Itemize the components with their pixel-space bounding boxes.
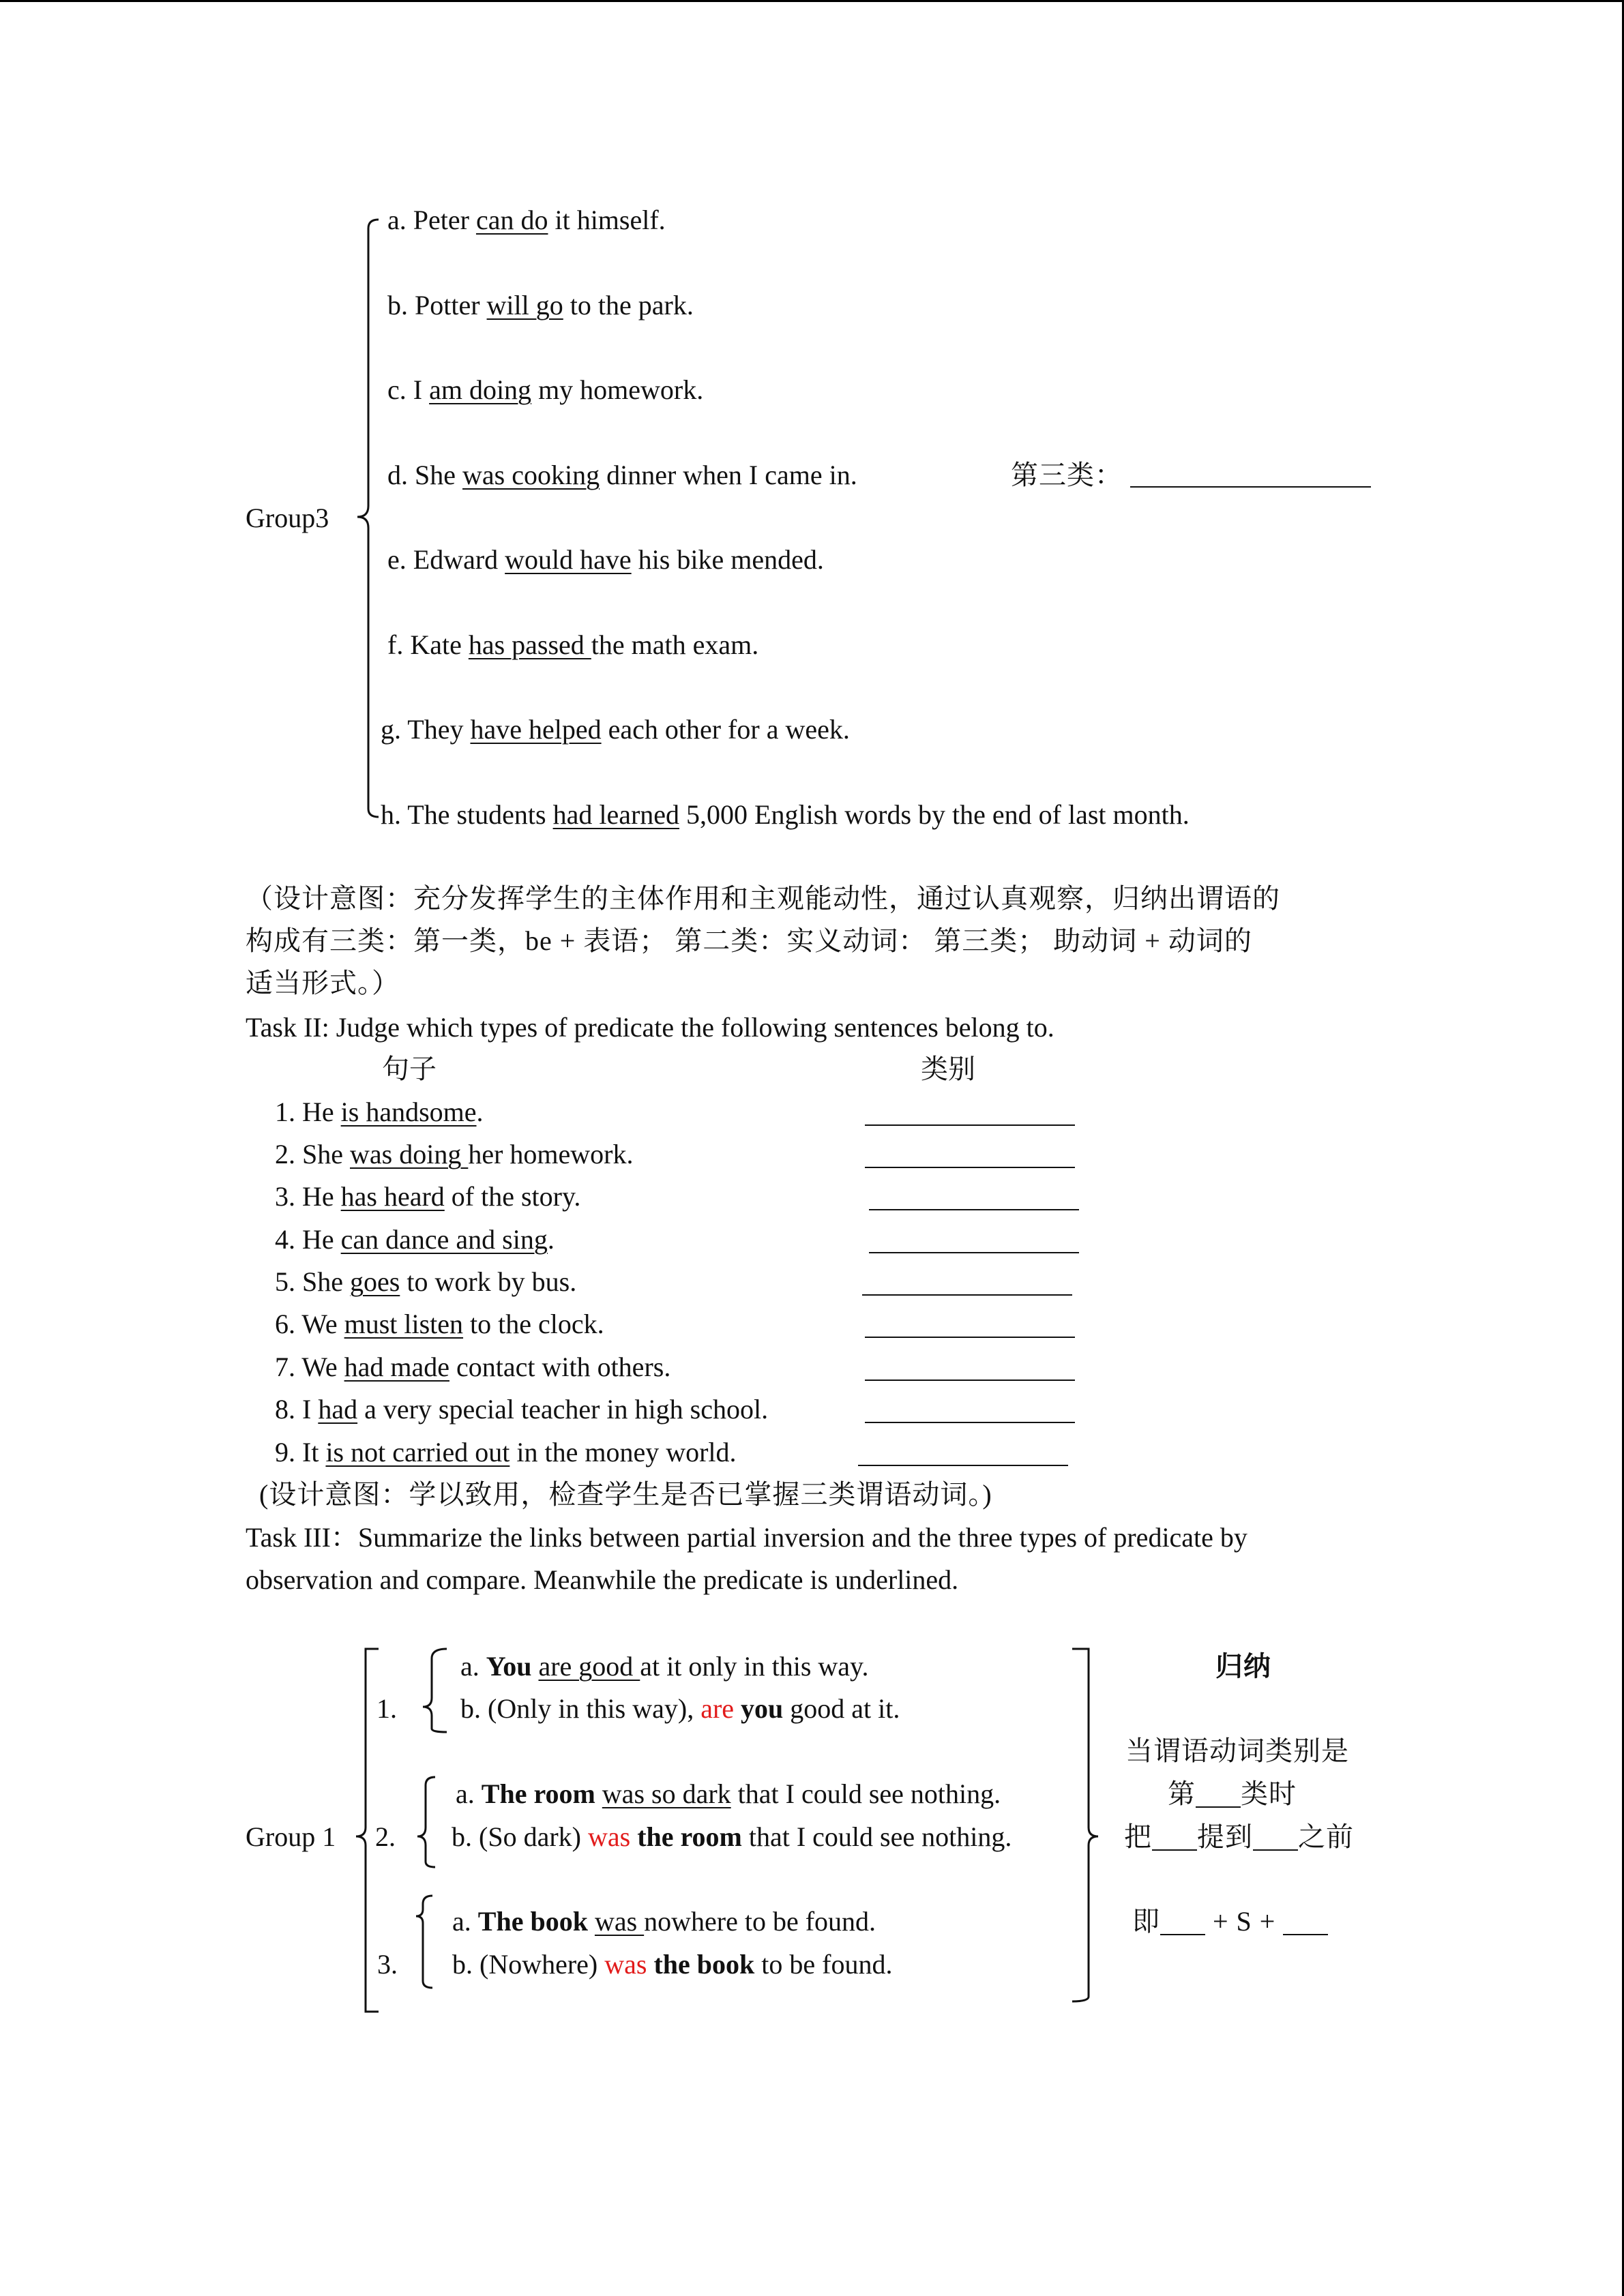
task2-item-5: 5. She goes to work by bus. (275, 1266, 577, 1297)
group1-sub-brace-2 (417, 1777, 435, 1867)
group1-item-2a: a. The room was so dark that I could see nothing. (456, 1778, 1001, 1809)
task2-item-1: 1. He is handsome. (275, 1097, 484, 1127)
group1-num-3: 3. (377, 1949, 398, 1980)
group1-item-1a: a. You are good at it only in this way. (460, 1651, 869, 1682)
task2-blank-1[interactable] (865, 1099, 1075, 1126)
group3-sentence-d: d. She was cooking dinner when I came in. (387, 460, 857, 490)
summary-line3: 把 提到 之前 (1124, 1821, 1354, 1852)
group3-brace (357, 220, 379, 817)
group1-sub-brace-3 (416, 1896, 432, 1988)
group3-category-blank[interactable] (1130, 460, 1371, 488)
group3-label: Group3 (246, 503, 329, 533)
task2-item-4: 4. He can dance and sing. (275, 1224, 555, 1255)
group1-item-2b: b. (So dark) was the room that I could see nothing. (452, 1821, 1012, 1852)
group3-sentence-e: e. Edward would have his bike mended. (387, 544, 824, 575)
group1-num-2: 2. (375, 1821, 396, 1852)
summary-line1: 当谓语动词类别是 (1125, 1735, 1349, 1766)
task2-item-2: 2. She was doing her homework. (275, 1139, 634, 1169)
task3-line2: observation and compare. Meanwhile the predicate is underlined. (246, 1564, 959, 1595)
group3-category-label: 第三类： (1011, 460, 1123, 490)
task2-title: Task II: Judge which types of predicate the following sentences belong to. (246, 1012, 1054, 1043)
summary-title: 归纳 (1215, 1651, 1271, 1682)
group3-sentence-g: g. They have helped each other for a week. (381, 714, 850, 745)
group1-num-1: 1. (377, 1693, 397, 1724)
task2-blank-5[interactable] (862, 1268, 1072, 1296)
task2-blank-9[interactable] (858, 1439, 1068, 1466)
group1-label: Group 1 (246, 1821, 336, 1852)
design-note-1-line3: 适当形式。） (246, 968, 400, 998)
task2-blank-2[interactable] (865, 1141, 1075, 1168)
task2-design-note: (设计意图：学以致用，检查学生是否已掌握三类谓语动词。) (259, 1479, 992, 1510)
group1-item-1b: b. (Only in this way), are you good at it. (460, 1693, 900, 1724)
task2-blank-8[interactable] (865, 1396, 1075, 1423)
design-note-1-line1: （设计意图：充分发挥学生的主体作用和主观能动性，通过认真观察，归纳出谓语的 (246, 883, 1280, 914)
group3-sentence-b: b. Potter will go to the park. (387, 290, 694, 320)
group1-sub-brace-1 (423, 1649, 447, 1732)
group3-sentence-a: a. Peter can do it himself. (387, 205, 666, 235)
group1-right-brace (1072, 1649, 1098, 2001)
task2-blank-3[interactable] (869, 1183, 1079, 1210)
task2-blank-7[interactable] (865, 1354, 1075, 1381)
task2-item-7: 7. We had made contact with others. (275, 1352, 671, 1382)
task2-blank-4[interactable] (869, 1226, 1079, 1253)
summary-line2: 第 类时 (1168, 1778, 1297, 1809)
task2-item-9: 9. It is not carried out in the money world. (275, 1437, 737, 1467)
task2-blank-6[interactable] (865, 1311, 1075, 1338)
design-note-1-line2: 构成有三类：第一类，be + 表语； 第二类：实义动词： 第三类； 助动词 + 动词的 (246, 925, 1252, 956)
task2-item-3: 3. He has heard of the story. (275, 1181, 581, 1212)
task2-col-category: 类别 (921, 1054, 975, 1084)
task2-item-6: 6. We must listen to the clock. (275, 1309, 604, 1339)
task3-line1: Task III：Summarize the links between partial inversion and the three types of predicate by (246, 1522, 1247, 1553)
group1-item-3a: a. The book was nowhere to be found. (452, 1906, 876, 1937)
group3-sentence-f: f. Kate has passed the math exam. (387, 629, 759, 660)
summary-line4: 即 + S + (1132, 1908, 1328, 1935)
task2-col-sentence: 句子 (382, 1054, 437, 1084)
group1-item-3b: b. (Nowhere) was the book to be found. (452, 1949, 893, 1980)
group3-sentence-c: c. I am doing my homework. (387, 374, 704, 405)
task2-item-8: 8. I had a very special teacher in high school. (275, 1394, 769, 1425)
group3-sentence-h: h. The students had learned 5,000 English words by the end of last month. (381, 799, 1190, 830)
